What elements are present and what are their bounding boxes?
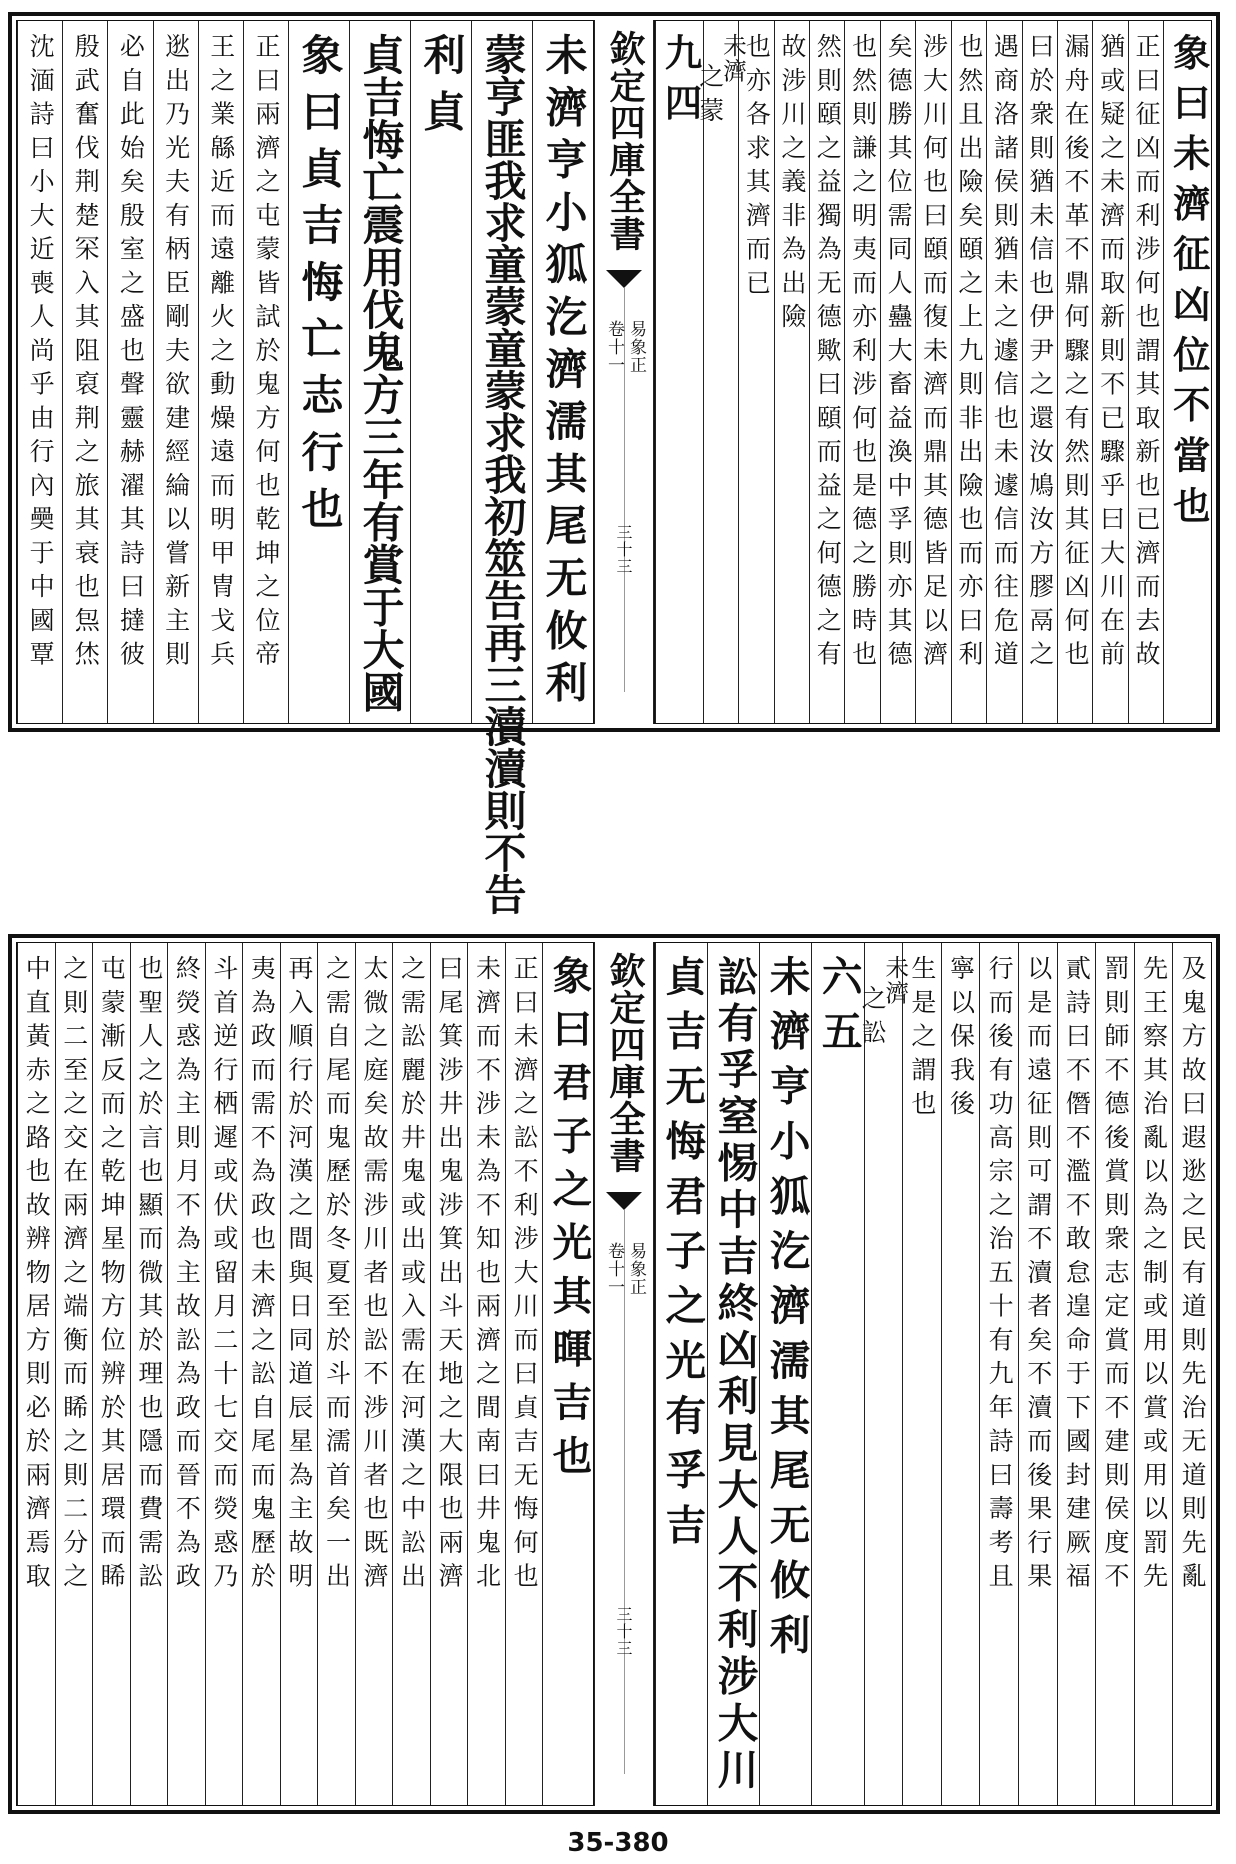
column-text: 屯蒙漸反而之乾坤星物方位辨於其居環而睎 [97,955,127,1597]
column-text: 未濟而不涉未為不知也兩濟之間南曰井鬼北 [472,955,502,1597]
column-text: 貞吉无悔君子之光有孚吉 [658,955,707,1559]
column-text: 正曰征凶而利涉何也謂其取新也已濟而去故 [1131,33,1161,675]
commentary-column [62,21,107,723]
commentary-column [738,21,773,723]
commentary-column [1172,943,1211,1805]
column-text: 之需訟麗於井鬼或出或入需在河漢之中訟出 [397,955,427,1597]
column-text: 貞吉悔亡震用伐鬼方三年有賞于大國 [356,33,406,713]
column-text: 之則二至之交在兩濟之端衡而睎之則二分之 [59,955,89,1597]
column-text: 也然則謙之明夷而亦利涉何也是德之勝時也 [848,33,878,675]
column-text: 象曰貞吉悔亡志行也 [295,33,345,544]
commentary-column [951,21,986,723]
column-text: 也亦各求其濟而已 [742,33,772,303]
commentary-column [205,943,243,1805]
commentary-column [1022,21,1057,723]
fishtail-mark [606,270,642,288]
column-text: 利貞 [417,33,467,147]
book-name: 易象正 [626,1242,646,1296]
column-text: 正曰兩濟之屯蒙皆試於鬼方何也乾坤之位帝 [251,33,281,675]
commentary-column [198,21,243,723]
main-text-column [349,21,410,723]
bottom-left-panel [16,942,594,1806]
bottom-center-fold [594,942,654,1806]
bottom-page [0,920,1236,1820]
column-text: 遇商洛諸侯則猶未之遽信也未遽信而往危道 [990,33,1020,675]
column-text: 王之業緜近而遠離火之動燥遠而明甲冑戈兵 [206,33,236,675]
column-text: 再入順行於河漢之間與日同道辰星為主故明 [284,955,314,1597]
column-text: 沈湎詩曰小大近喪人尚乎由行內奰于中國覃 [26,33,56,675]
top-center-fold [594,20,654,724]
top-frame [8,12,1220,915]
column-text: 行而後有功高宗之治五十有九年詩曰壽考且 [985,955,1015,1597]
commentary-column [167,943,205,1805]
column-subtext: 未濟 [881,955,910,1007]
commentary-column [92,943,130,1805]
commentary-column [1128,21,1163,723]
column-text: 逖出乃光夫有柄臣剛夫欲建經綸以嘗新主則 [161,33,191,675]
commentary-column [915,21,950,723]
column-text: 猶或疑之未濟而取新則不已驟乎曰大川在前 [1096,33,1126,675]
commentary-column [243,21,288,723]
column-text: 然則頤之益獨為无德歟曰頤而益之何德之有 [813,33,843,675]
top-right-panel [654,20,1212,724]
commentary-column [844,21,879,723]
main-text-column [288,21,349,723]
commentary-column [17,21,62,723]
column-text: 生是之謂也 [907,955,937,1124]
column-text: 未濟亨小狐汔濟濡其尾无攸利 [762,955,811,1669]
volume-label: 卷十一 [604,320,624,374]
commentary-column [17,943,55,1805]
column-text: 漏舟在後不革不鼎何驟之有然則其征凶何也 [1061,33,1091,675]
column-text: 六五 [814,955,863,1065]
commentary-column [280,943,318,1805]
bottom-right-panel [654,942,1212,1806]
folio-number: 三十三 [614,524,633,575]
commentary-column [392,943,430,1805]
commentary-column [1095,943,1134,1805]
main-text-column [1163,21,1211,723]
commentary-column [880,21,915,723]
top-left-panel [16,20,594,915]
commentary-column [317,943,355,1805]
commentary-column [505,943,543,1805]
top-page [0,0,1236,915]
main-text-column [707,943,759,1805]
commentary-column [355,943,393,1805]
column-text: 九四 [658,33,703,134]
main-text-column [655,21,703,723]
folio-number: 三十三 [614,1606,633,1657]
commentary-column [430,943,468,1805]
column-text: 正曰未濟之訟不利涉大川而曰貞吉无悔何也 [510,955,540,1597]
column-text: 太微之庭矣故需涉川者也訟不涉川者也既濟 [359,955,389,1597]
main-text-column [410,21,471,723]
column-text: 曰尾箕涉井出鬼涉箕出斗天地之大限也兩濟 [435,955,465,1597]
fold-line [624,288,625,692]
main-text-column [542,943,593,1805]
column-text: 寧以保我後 [946,955,976,1124]
commentary-column [107,21,152,723]
column-text: 及鬼方故曰遐逖之民有道則先治无道則先亂 [1178,955,1208,1597]
column-text: 矣德勝其位需同人蠱大畜益渙中孚則亦其德 [884,33,914,675]
commentary-column [1057,21,1092,723]
page-number: 35-380 [567,1828,669,1858]
bottom-frame [8,934,1220,1814]
book-name: 易象正 [626,320,646,374]
column-text: 必自此始矣殷室之盛也聲靈赫濯其詩曰撻彼 [116,33,146,675]
column-text: 罰則師不德後賞則衆志定賞而不建則侯度不 [1100,955,1130,1597]
column-text: 象曰未濟征凶位不當也 [1166,33,1211,537]
main-text-column [759,943,811,1805]
commentary-column [1092,21,1127,723]
column-text: 也然且出險矣頤之上九則非出險也而亦曰利 [954,33,984,675]
column-text: 故涉川之義非為出險 [777,33,807,337]
fishtail-mark [606,1192,642,1210]
column-text: 殷武奮伐荆楚罙入其阻裒荆之旅其衰也炰烋 [71,33,101,675]
commentary-column [695,21,747,723]
column-text: 象曰君子之光其暉吉也 [546,955,593,1489]
column-text: 也聖人之於言也顯而微其於理也隱而費需訟 [134,955,164,1597]
column-text: 之需自尾而鬼歷於冬夏至於斗而濡首矣一出 [322,955,352,1597]
commentary-column [1057,943,1096,1805]
commentary-column [986,21,1021,723]
column-text: 終熒惑為主則月不為主故訟為政而晉不為政 [172,955,202,1597]
column-subtext: 未濟 [719,33,747,85]
main-text-column [532,21,593,723]
column-text: 之蒙 [695,63,725,131]
column-text: 以是而遠征則可謂不瀆者矣不瀆而後果行果 [1023,955,1053,1597]
main-text-column [811,943,863,1805]
column-text: 貳詩曰不僭不濫不敢怠遑命于下國封建厥福 [1062,955,1092,1597]
column-text: 蒙亨匪我求童蒙童蒙求我初筮告再三瀆瀆則不告 [478,33,528,915]
column-text: 中直黃赤之路也故辨物居方則必於兩濟焉取 [22,955,52,1597]
commentary-column [941,943,980,1805]
commentary-column [55,943,93,1805]
column-text: 之訟 [858,985,888,1053]
commentary-column [242,943,280,1805]
commentary-column [858,943,910,1805]
commentary-column [153,21,198,723]
commentary-column [467,943,505,1805]
commentary-column [1018,943,1057,1805]
commentary-column [130,943,168,1805]
column-text: 未濟亨小狐汔濟濡其尾无攸利 [539,33,589,713]
volume-label: 卷十一 [604,1242,624,1296]
main-text-column [655,943,707,1805]
commentary-column [809,21,844,723]
column-text: 曰於衆則猶未信也伊尹之還汝鳩汝方膠鬲之 [1025,33,1055,675]
book-title: 欽定四庫全書 [604,952,646,1174]
column-text: 先王察其治亂以為之制或用以賞或用以罰先 [1139,955,1169,1597]
book-title: 欽定四庫全書 [604,30,646,252]
column-text: 斗首逆行栖遲或伏或留月二十七交而熒惑乃 [209,955,239,1597]
commentary-column [902,943,941,1805]
column-text: 訟有孚窒惕中吉終凶利見大人不利涉大川 [710,955,759,1795]
commentary-column [774,21,809,723]
column-text: 夷為政而需不為政也未濟之訟自尾而鬼歷於 [247,955,277,1597]
commentary-column [1134,943,1173,1805]
main-text-column [471,21,532,915]
commentary-column [979,943,1018,1805]
fold-line [624,1210,625,1774]
column-text: 涉大川何也曰頤而復未濟而鼎其德皆足以濟 [919,33,949,675]
